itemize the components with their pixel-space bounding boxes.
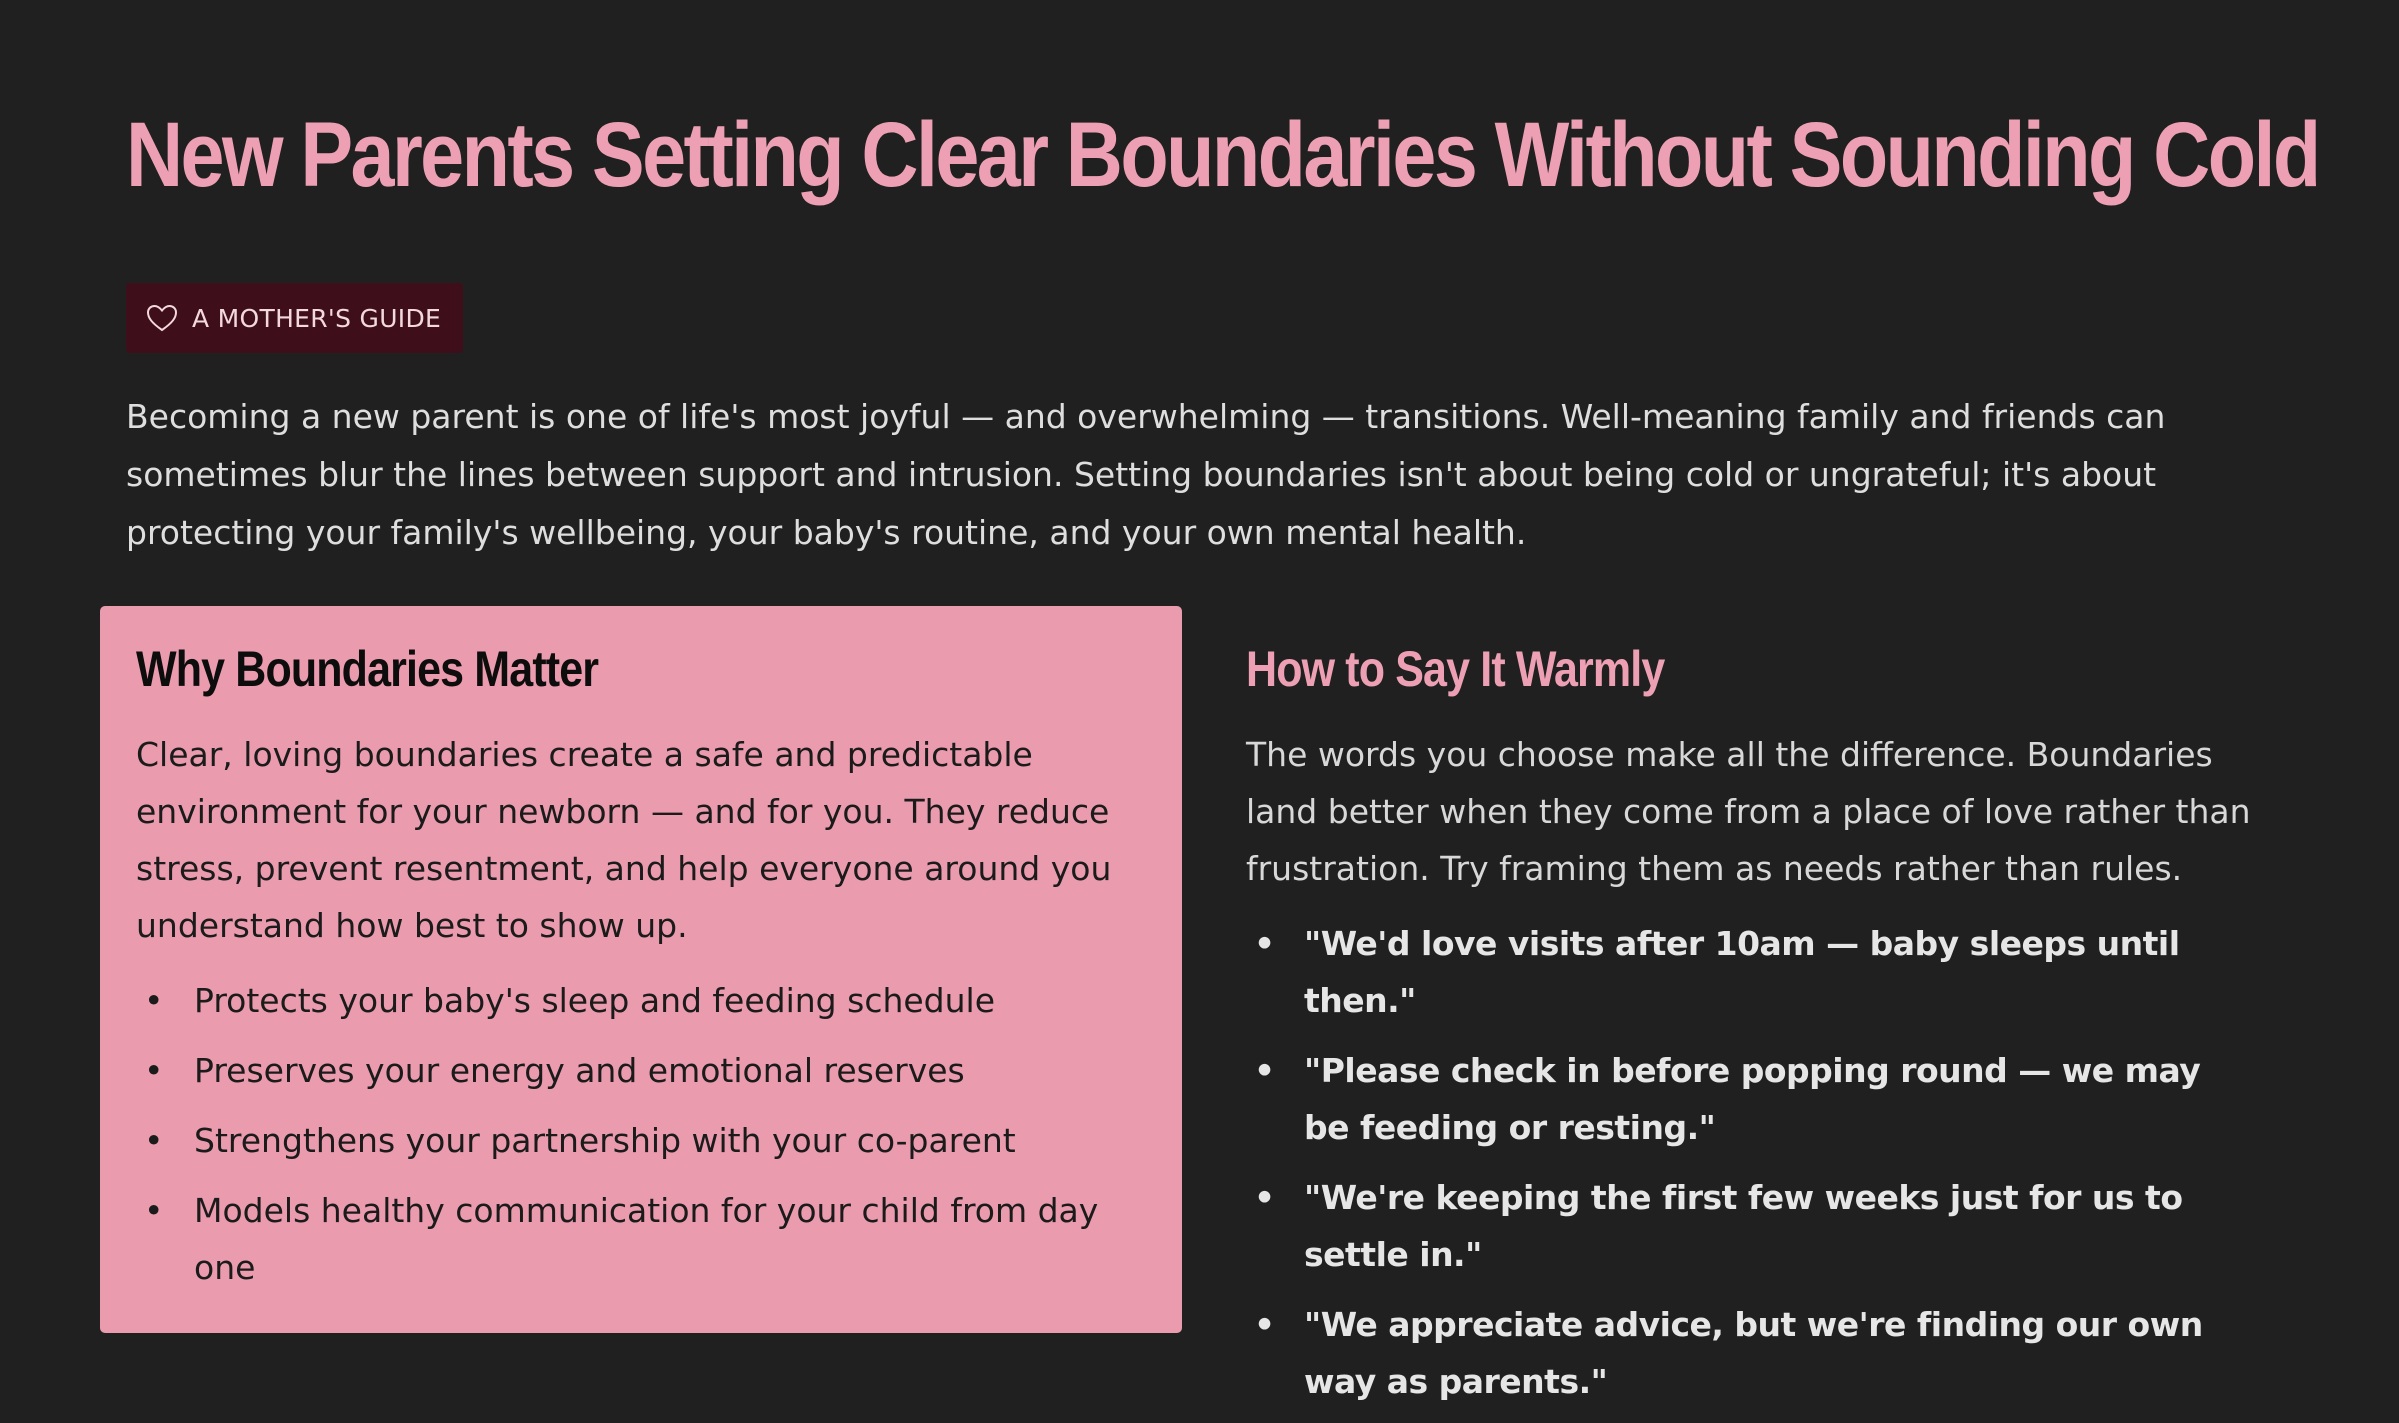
bullet-icon: • xyxy=(144,981,164,1020)
why-list xyxy=(136,972,1146,1296)
list-item: • "We appreciate advice, but we're finding our own way as parents." xyxy=(1246,1296,2256,1410)
phrases-list xyxy=(1246,915,2256,1410)
guide-badge xyxy=(126,283,463,353)
page-title: New Parents Setting Clear Boundaries Without Sounding Cold xyxy=(126,104,2319,206)
list-item: • Models healthy communication for your child from day one xyxy=(136,1182,1146,1296)
list-item: • "We're keeping the first few weeks just for us to settle in." xyxy=(1246,1169,2256,1283)
bullet-icon: • xyxy=(144,1191,164,1230)
why-boundaries-card xyxy=(100,606,1182,1333)
heart-outline-icon xyxy=(146,304,178,332)
badge-label: A MOTHER'S GUIDE xyxy=(192,303,442,333)
list-item: • Protects your baby's sleep and feeding schedule xyxy=(136,972,1146,1029)
bullet-icon: • xyxy=(144,1051,164,1090)
bullet-icon: • xyxy=(1254,1051,1275,1090)
why-heading: Why Boundaries Matter xyxy=(136,641,599,697)
how-body: The words you choose make all the difference. Boundaries land better when they come from a place of love rather than frustration. Try framing them as needs rather than rules. xyxy=(1246,735,2251,888)
list-item: • Strengthens your partnership with your co-parent xyxy=(136,1112,1146,1169)
bullet-icon: • xyxy=(1254,924,1275,963)
how-to-say-section xyxy=(1246,634,2256,1423)
list-item: • "We'd love visits after 10am — baby sleeps until then." xyxy=(1246,915,2256,1029)
list-item: • Preserves your energy and emotional reserves xyxy=(136,1042,1146,1099)
why-body: Clear, loving boundaries create a safe and predictable environment for your newborn — and for you. They reduce stress, prevent resentment, and help everyone around you understand how best to show up. xyxy=(136,735,1112,945)
bullet-icon: • xyxy=(1254,1305,1275,1344)
how-heading: How to Say It Warmly xyxy=(1246,641,1665,697)
bullet-icon: • xyxy=(1254,1178,1275,1217)
bullet-icon: • xyxy=(144,1121,164,1160)
intro-paragraph: Becoming a new parent is one of life's most joyful — and overwhelming — transitions. Well-meaning family and friends can sometimes blur the lines between support and intrusion. Setting boundaries isn't about being cold or ungrateful; it's about protecting your family's wellbeing, your baby's routine, and your own mental health. xyxy=(126,397,2166,552)
list-item: • "Please check in before popping round — we may be feeding or resting." xyxy=(1246,1042,2256,1156)
